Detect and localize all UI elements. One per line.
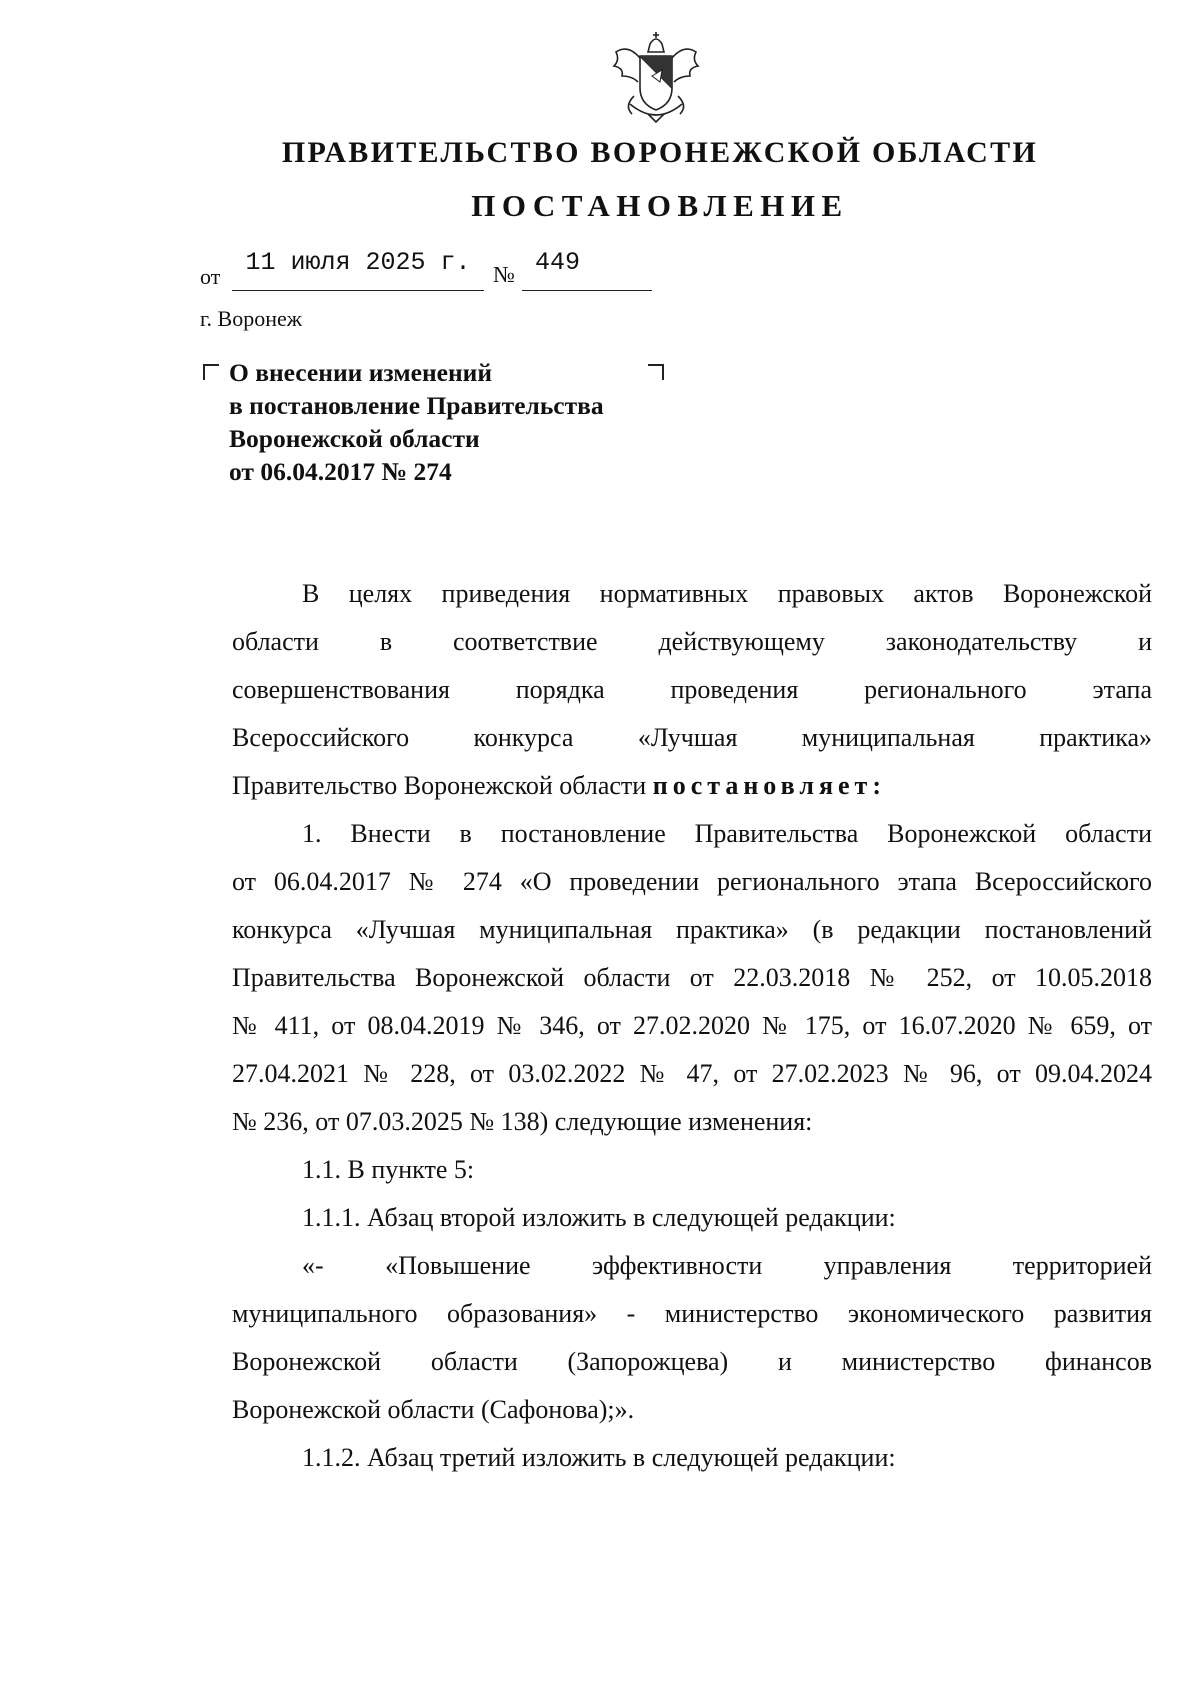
document-subject bbox=[229, 356, 659, 488]
body-line: 27.04.2021 № 228, от 03.02.2022 № 47, от 27.02.2023 № 96, от 09.04.2024 bbox=[232, 1059, 1152, 1088]
body-line: Воронежской области (Сафонова);». bbox=[232, 1395, 635, 1424]
document-type-title: ПОСТАНОВЛЕНИЕ bbox=[471, 188, 849, 223]
number-underline bbox=[522, 290, 652, 291]
body-line: № 411, от 08.04.2019 № 346, от 27.02.2020 № 175, от 16.07.2020 № 659, от bbox=[232, 1011, 1152, 1040]
coat-of-arms-emblem bbox=[610, 30, 702, 126]
body-line: № 236, от 07.03.2025 № 138) следующие изменения: bbox=[232, 1107, 813, 1136]
body-line: «- «Повышение эффективности управления территорией bbox=[302, 1251, 1152, 1280]
from-label: от bbox=[200, 264, 221, 289]
document-date: 11 июля 2025 г. bbox=[245, 248, 471, 277]
number-label: № bbox=[493, 262, 515, 287]
body-line: В целях приведения нормативных правовых актов Воронежской bbox=[302, 579, 1152, 608]
body-line: от 06.04.2017 № 274 «О проведении регионального этапа Всероссийского bbox=[232, 867, 1152, 896]
document-body bbox=[232, 570, 1152, 1482]
subject-corner-left bbox=[203, 364, 219, 380]
body-line: конкурса «Лучшая муниципальная практика» (в редакции постановлений bbox=[232, 915, 1152, 944]
body-line: 1. Внести в постановление Правительства Воронежской области bbox=[302, 819, 1152, 848]
document-number: 449 bbox=[535, 248, 581, 277]
body-line: Всероссийского конкурса «Лучшая муниципальная практика» bbox=[232, 723, 1152, 752]
body-line: Правительства Воронежской области от 22.03.2018 № 252, от 10.05.2018 bbox=[232, 963, 1152, 992]
body-line bbox=[232, 762, 1152, 810]
body-line: Воронежской области (Запорожцева) и министерство финансов bbox=[232, 1347, 1152, 1376]
decree-word: постановляет: bbox=[652, 771, 886, 800]
date-underline bbox=[232, 290, 484, 291]
body-line: области в соответствие действующему законодательству и bbox=[232, 627, 1152, 656]
subject-line: О внесении изменений bbox=[229, 358, 493, 387]
body-line: 1.1.2. Абзац третий изложить в следующей редакции: bbox=[302, 1443, 896, 1472]
subject-line: от 06.04.2017 № 274 bbox=[229, 457, 452, 486]
subject-line: в постановление Правительства bbox=[229, 391, 604, 420]
body-line: 1.1. В пункте 5: bbox=[302, 1155, 475, 1184]
body-line: 1.1.1. Абзац второй изложить в следующей редакции: bbox=[302, 1203, 896, 1232]
subject-line: Воронежской области bbox=[229, 424, 480, 453]
body-text-span: Правительство Воронежской области bbox=[232, 771, 653, 800]
body-line: муниципального образования» - министерство экономического развития bbox=[232, 1299, 1152, 1328]
city: г. Воронеж bbox=[200, 306, 302, 331]
body-line: совершенствования порядка проведения регионального этапа bbox=[232, 675, 1152, 704]
organization-title: ПРАВИТЕЛЬСТВО ВОРОНЕЖСКОЙ ОБЛАСТИ bbox=[281, 136, 1039, 169]
